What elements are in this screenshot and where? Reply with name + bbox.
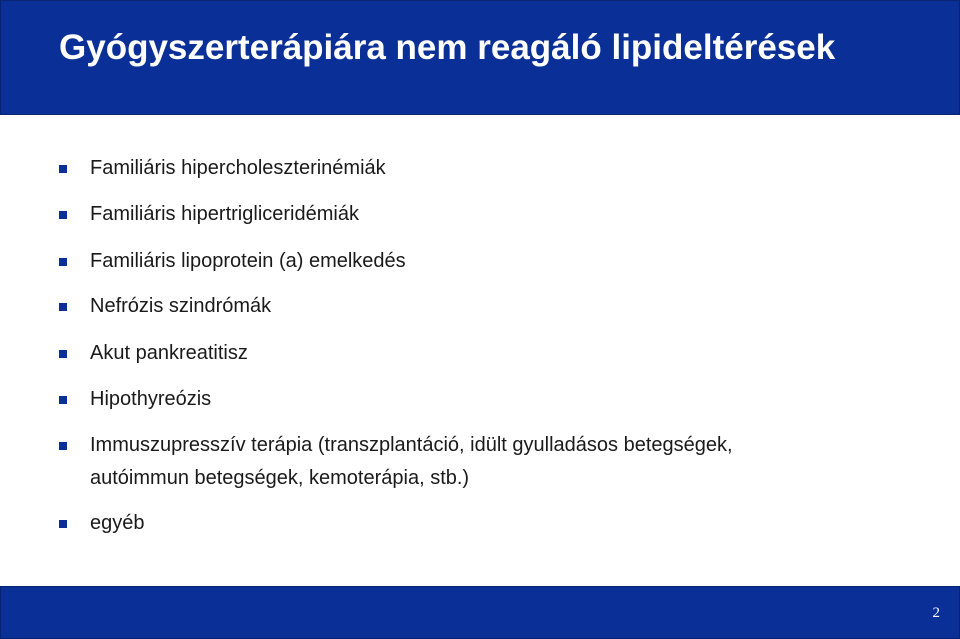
bullet-text: Familiáris lipoprotein (a) emelkedés bbox=[90, 250, 406, 272]
page-number: 2 bbox=[932, 605, 940, 621]
bullet-text: Nefrózis szindrómák bbox=[90, 295, 272, 317]
square-bullet-icon bbox=[59, 442, 67, 450]
square-bullet-icon bbox=[59, 396, 67, 404]
slide-title: Gyógyszerterápiára nem reagáló lipideltérések bbox=[59, 28, 836, 67]
bullet-text: Immuszupresszív terápia (transzplantáció, idült gyulladásos betegségek, bbox=[90, 434, 733, 456]
square-bullet-icon bbox=[59, 211, 67, 219]
bullet-text: Akut pankreatitisz bbox=[90, 342, 248, 364]
square-bullet-icon bbox=[59, 350, 67, 358]
bullet-text: Hipothyreózis bbox=[90, 388, 212, 410]
bullet-text: Familiáris hipercholeszterinémiák bbox=[90, 157, 386, 179]
square-bullet-icon bbox=[59, 165, 67, 173]
bullet-text: egyéb bbox=[90, 512, 145, 534]
bullet-text-continuation: autóimmun betegségek, kemoterápia, stb.) bbox=[90, 467, 470, 489]
square-bullet-icon bbox=[59, 303, 67, 311]
square-bullet-icon bbox=[59, 520, 67, 528]
bullet-text: Familiáris hipertrigliceridémiák bbox=[90, 203, 359, 225]
square-bullet-icon bbox=[59, 258, 67, 266]
footer-bar bbox=[0, 586, 960, 639]
